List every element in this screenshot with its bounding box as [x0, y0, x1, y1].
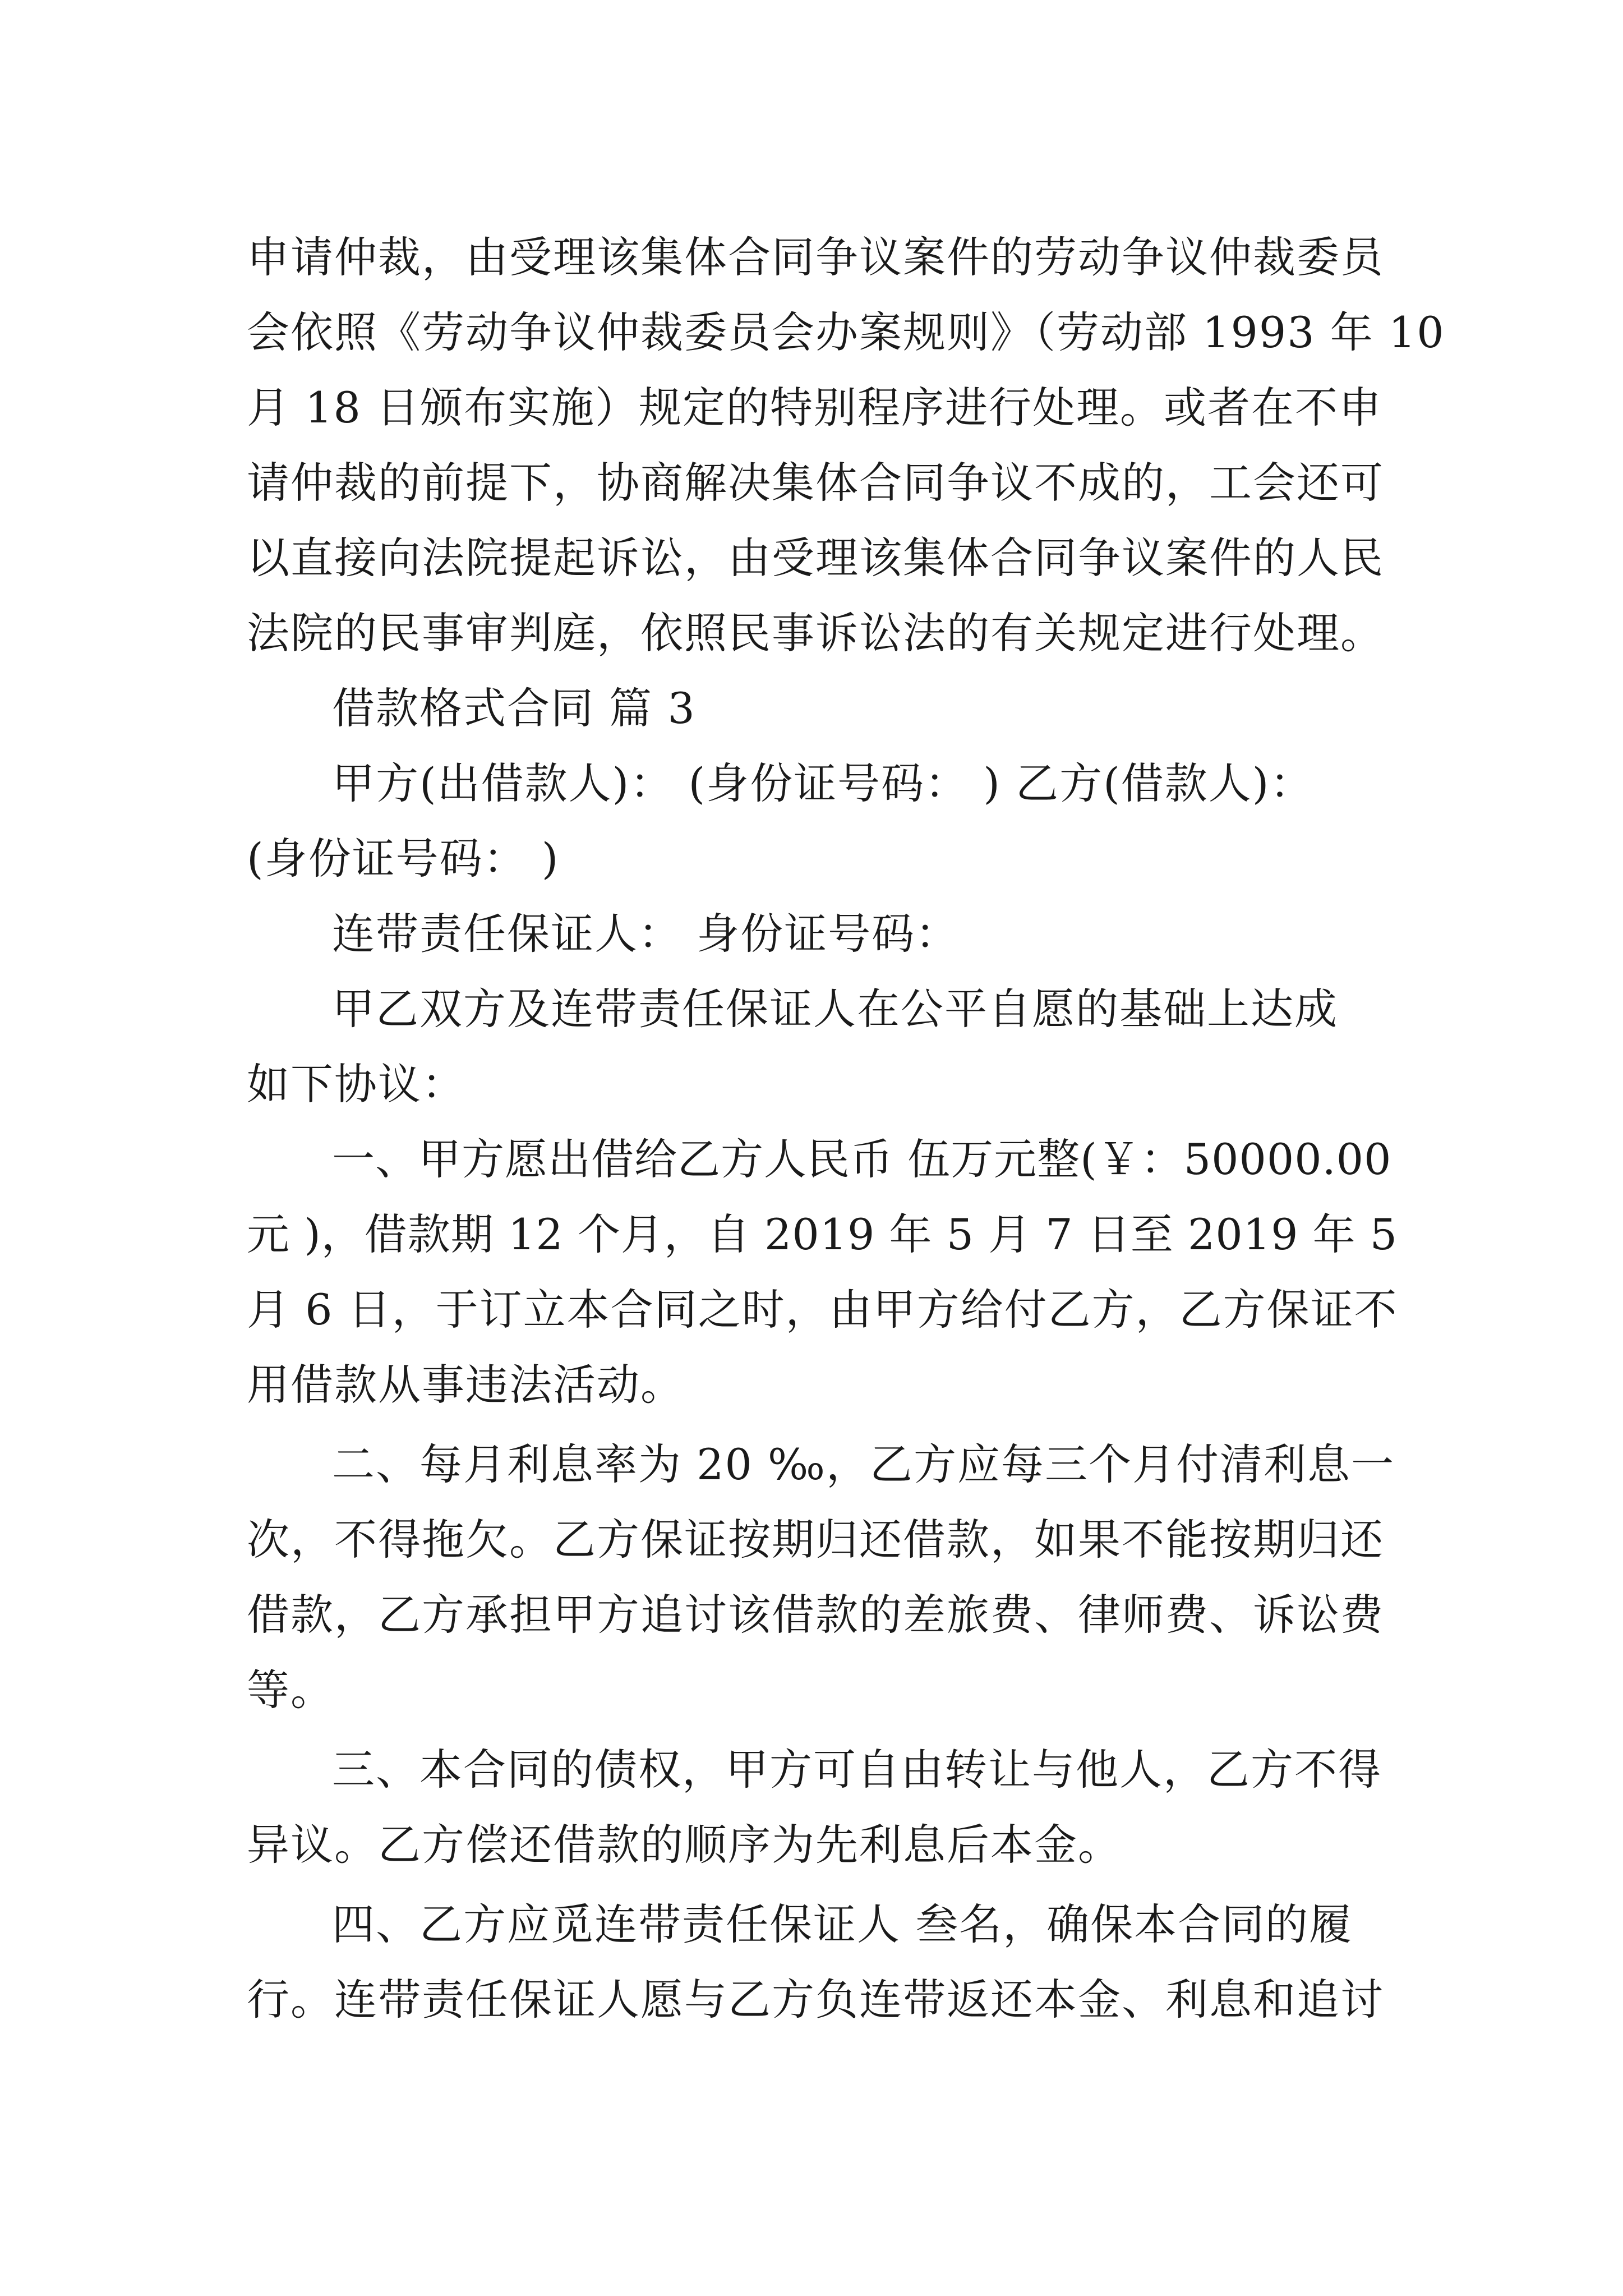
- text-line: 申请仲裁，由受理该集体合同争议案件的劳动争议仲裁委员: [247, 232, 1384, 282]
- clause-4-line: 四、乙方应觅连带责任保证人 叁名，确保本合同的履: [332, 1899, 1353, 1949]
- clause-2-line: 二、每月利息率为 20 ‰，乙方应每三个月付清利息一: [332, 1439, 1395, 1489]
- clause-3-line: 三、本合同的债权，甲方可自由转让与他人，乙方不得: [332, 1745, 1382, 1795]
- text-line: 请仲裁的前提下，协商解决集体合同争议不成的，工会还可: [247, 458, 1384, 508]
- party-line-continued: (身份证号码： ): [247, 834, 560, 884]
- text-line: 法院的民事审判庭，依照民事诉讼法的有关规定进行处理。: [247, 608, 1384, 658]
- clause-2-line: 等。: [247, 1665, 334, 1715]
- clause-1-line: 元 )，借款期 12 个月，自 2019 年 5 月 7 日至 2019 年 5: [247, 1209, 1398, 1259]
- text-line: 月 18 日颁布实施）规定的特别程序进行处理。或者在不申: [247, 383, 1383, 432]
- clause-4-line: 行。连带责任保证人愿与乙方负连带返还本金、利息和追讨: [247, 1975, 1384, 2024]
- section-heading: 借款格式合同 篇 3: [332, 683, 696, 733]
- guarantor-line: 连带责任保证人： 身份证号码：: [332, 909, 960, 959]
- clause-1-line: 月 6 日，于订立本合同之时，由甲方给付乙方，乙方保证不: [247, 1285, 1398, 1335]
- text-line: 会依照《劳动争议仲裁委员会办案规则》（劳动部 1993 年 10: [247, 307, 1445, 357]
- document-body: [247, 220, 1445, 2037]
- party-line: 甲方(出借款人)： (身份证号码： ) 乙方(借款人)：: [332, 758, 1314, 808]
- clause-2-line: 借款，乙方承担甲方追讨该借款的差旅费、律师费、诉讼费: [247, 1590, 1384, 1640]
- text-line: 以直接向法院提起诉讼，由受理该集体合同争议案件的人民: [247, 533, 1384, 583]
- clause-2-line: 次，不得拖欠。乙方保证按期归还借款，如果不能按期归还: [247, 1515, 1384, 1565]
- clause-3-line: 异议。乙方偿还借款的顺序为先利息后本金。: [247, 1820, 1122, 1870]
- clause-1-line: 一、甲方愿出借给乙方人民币 伍万元整(￥：50000.00: [332, 1134, 1392, 1184]
- clause-1-line: 用借款从事违法活动。: [247, 1360, 684, 1410]
- text-line: 如下协议：: [247, 1059, 465, 1109]
- text-line: 甲乙双方及连带责任保证人在公平自愿的基础上达成: [332, 984, 1338, 1034]
